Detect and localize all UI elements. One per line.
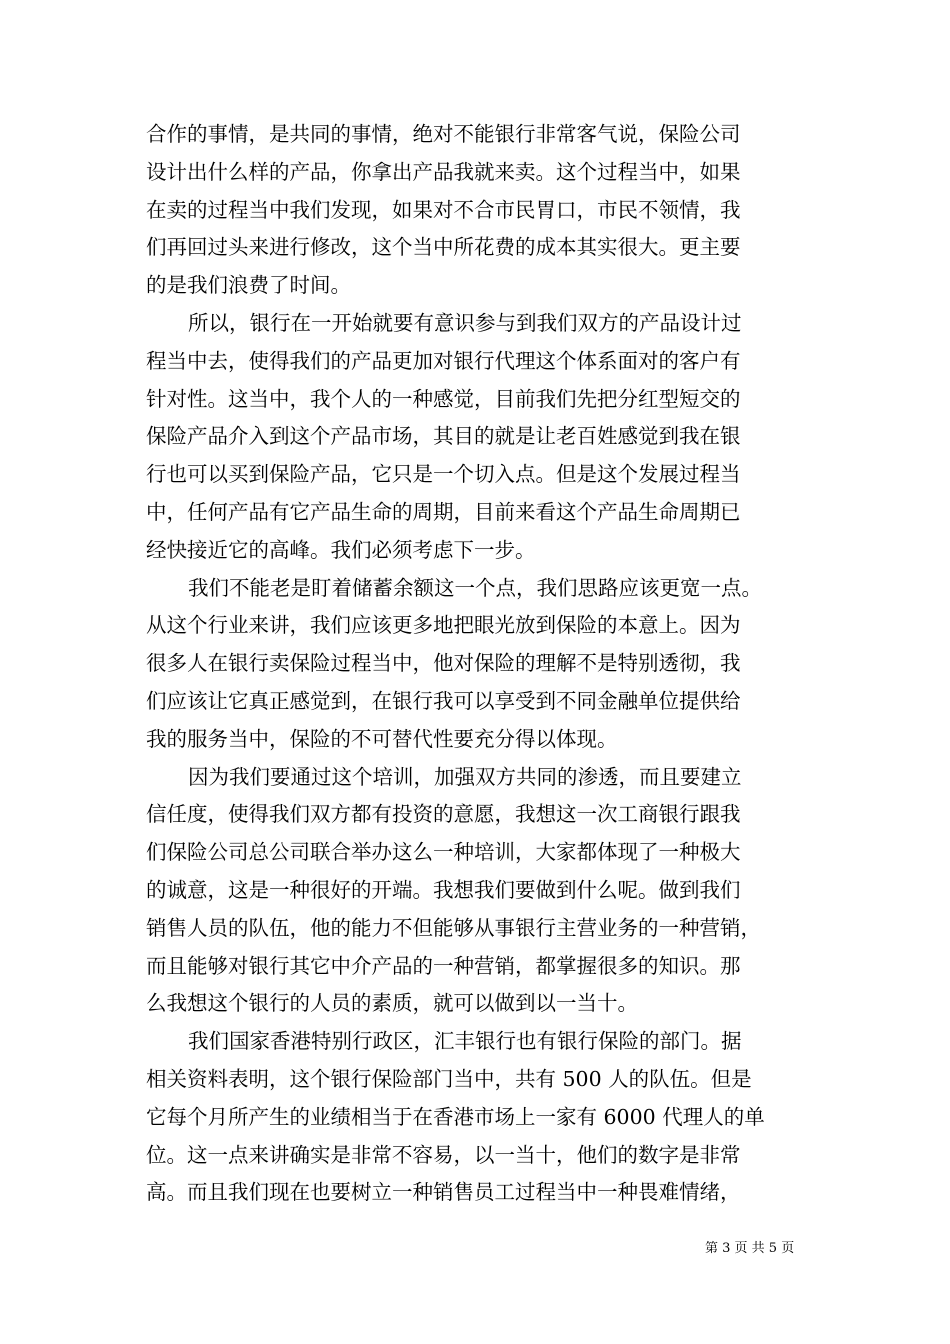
text-line: 位。这一点来讲确实是非常不容易，以一当十，他们的数字是非常 bbox=[146, 1142, 741, 1167]
paragraph bbox=[146, 305, 810, 570]
text-line: 相关资料表明，这个银行保险部门当中，共有 500 人的队伍。但是 bbox=[146, 1066, 752, 1091]
text-line: 销售人员的队伍，他的能力不但能够从事银行主营业务的一种营销， bbox=[146, 915, 761, 940]
text-line: 程当中去，使得我们的产品更加对银行代理这个体系面对的客户有 bbox=[146, 348, 741, 373]
document-body bbox=[146, 116, 810, 1212]
text-line: 们应该让它真正感觉到，在银行我可以享受到不同金融单位提供给 bbox=[146, 688, 741, 713]
text-line: 设计出什么样的产品，你拿出产品我就来卖。这个过程当中，如果 bbox=[146, 159, 741, 184]
text-line: 很多人在银行卖保险过程当中，他对保险的理解不是特别透彻，我 bbox=[146, 651, 741, 676]
text-line: 我的服务当中，保险的不可替代性要充分得以体现。 bbox=[146, 726, 618, 751]
text-line: 行也可以买到保险产品，它只是一个切入点。但是这个发展过程当 bbox=[146, 462, 741, 487]
text-line: 么我想这个银行的人员的素质，就可以做到以一当十。 bbox=[146, 991, 638, 1016]
text-line: 中，任何产品有它产品生命的周期，目前来看这个产品生命周期已 bbox=[146, 499, 741, 524]
text-line: 们再回过头来进行修改，这个当中所花费的成本其实很大。更主要 bbox=[146, 235, 741, 260]
text-line: 它每个月所产生的业绩相当于在香港市场上一家有 6000 代理人的单 bbox=[146, 1104, 765, 1129]
text-line: 高。而且我们现在也要树立一种销售员工过程当中一种畏难情绪， bbox=[146, 1180, 741, 1205]
text-line: 因为我们要通过这个培训，加强双方共同的渗透，而且要建立 bbox=[188, 764, 742, 789]
text-line: 的是我们浪费了时间。 bbox=[146, 273, 351, 298]
text-line: 合作的事情，是共同的事情，绝对不能银行非常客气说，保险公司 bbox=[146, 122, 741, 146]
text-line: 而且能够对银行其它中介产品的一种营销，都掌握很多的知识。那 bbox=[146, 953, 741, 978]
paragraph bbox=[146, 759, 810, 1024]
text-line: 所以，银行在一开始就要有意识参与到我们双方的产品设计过 bbox=[188, 310, 742, 335]
paragraph bbox=[146, 116, 810, 305]
text-line: 我们不能老是盯着储蓄余额这一个点，我们思路应该更宽一点。 bbox=[188, 575, 762, 600]
text-line: 信任度，使得我们双方都有投资的意愿，我想这一次工商银行跟我 bbox=[146, 802, 741, 827]
text-line: 们保险公司总公司联合举办这么一种培训，大家都体现了一种极大 bbox=[146, 840, 741, 865]
text-line: 我们国家香港特别行政区，汇丰银行也有银行保险的部门。据 bbox=[188, 1029, 742, 1054]
paragraph bbox=[146, 1023, 810, 1212]
text-line: 从这个行业来讲，我们应该更多地把眼光放到保险的本意上。因为 bbox=[146, 613, 741, 638]
page-number: 第 3 页 共 5 页 bbox=[705, 1241, 795, 1256]
text-line: 在卖的过程当中我们发现，如果对不合市民胃口，市民不领情，我 bbox=[146, 197, 741, 222]
paragraph bbox=[146, 570, 810, 759]
text-line: 经快接近它的高峰。我们必须考虑下一步。 bbox=[146, 537, 536, 562]
text-line: 的诚意，这是一种很好的开端。我想我们要做到什么呢。做到我们 bbox=[146, 877, 741, 902]
text-line: 保险产品介入到这个产品市场，其目的就是让老百姓感觉到我在银 bbox=[146, 424, 741, 449]
text-line: 针对性。这当中，我个人的一种感觉，目前我们先把分红型短交的 bbox=[146, 386, 741, 411]
